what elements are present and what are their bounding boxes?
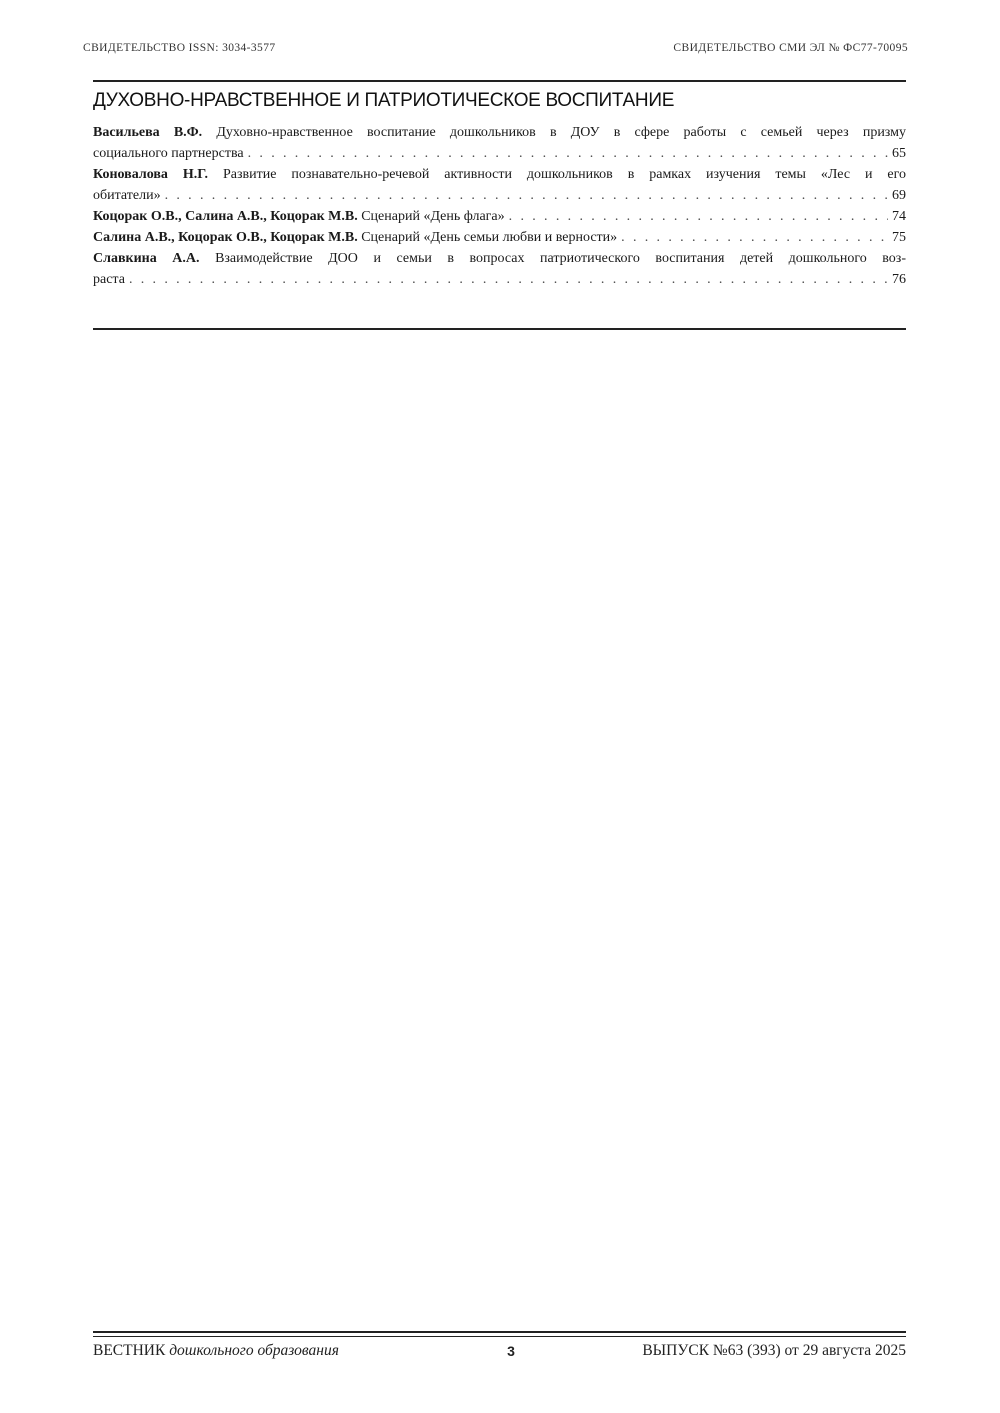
section-title: ДУХОВНО-НРАВСТВЕННОЕ И ПАТРИОТИЧЕСКОЕ ВОСПИТАНИЕ: [93, 90, 675, 111]
toc-entry-first-line: [93, 122, 906, 143]
section-end-divider: [93, 328, 906, 330]
toc-entry-title: Развитие познавательно-речевой активности дошкольников в рамках изучения темы «Лес и его: [222, 167, 906, 182]
toc-entry-text: [93, 206, 505, 227]
dot-leader: [165, 185, 888, 206]
header-media-certificate: СВИДЕТЕЛЬСТВО СМИ ЭЛ № ФС77-70095: [673, 42, 908, 54]
toc-entry-last-line: [93, 143, 906, 164]
toc-entry-title-continued: раста: [93, 272, 125, 287]
dot-leader: [129, 269, 888, 290]
toc-entry-authors: Коновалова Н.Г.: [93, 167, 209, 182]
toc-entry[interactable]: [93, 122, 906, 164]
toc-entry-title: Взаимодействие ДОО и семьи в вопросах патриотического воспитания детей дошкольного воз-: [215, 251, 906, 266]
toc-entry-first-line: [93, 164, 906, 185]
footer-journal-subtitle: дошкольного образования: [169, 1342, 339, 1359]
toc-entry-authors: Салина А.В., Коцорак О.В., Коцорак М.В.: [93, 230, 358, 245]
toc-entry-line: [93, 227, 906, 248]
toc-entry-title-continued: обитатели»: [93, 188, 161, 203]
toc-entry[interactable]: [93, 248, 906, 290]
toc-entry[interactable]: [93, 227, 906, 248]
toc-entry-page: 76: [892, 272, 906, 287]
toc-entry-page: 65: [892, 146, 906, 161]
toc-entry-line: [93, 206, 906, 227]
toc-entry-title: Сценарий «День флага»: [361, 209, 505, 224]
table-of-contents: [93, 122, 906, 290]
toc-entry-title: Духовно-нравственное воспитание дошкольников в ДОУ в сфере работы с семьей через призму: [216, 125, 906, 140]
page-number: 3: [507, 1343, 515, 1359]
toc-entry-last-line: [93, 269, 906, 290]
dot-leader: [248, 143, 888, 164]
dot-leader: [621, 227, 888, 248]
footer-journal-title: [93, 1342, 339, 1360]
toc-entry-title: Сценарий «День семьи любви и верности»: [361, 230, 618, 245]
toc-entry[interactable]: [93, 206, 906, 227]
dot-leader: [509, 206, 888, 227]
toc-entry-page: 74: [892, 209, 906, 224]
footer-journal-prefix: ВЕСТНИК: [93, 1342, 166, 1359]
toc-entry-authors: Славкина А.А.: [93, 251, 200, 266]
header-divider: [93, 80, 906, 82]
toc-entry-title-continued: социального партнерства: [93, 146, 244, 161]
footer-issue: ВЫПУСК №63 (393) от 29 августа 2025: [642, 1342, 906, 1359]
toc-entry[interactable]: [93, 164, 906, 206]
footer-divider-thin: [93, 1336, 906, 1337]
toc-entry-page: 75: [892, 230, 906, 245]
toc-entry-page: 69: [892, 188, 906, 203]
toc-entry-first-line: [93, 248, 906, 269]
toc-entry-text: [93, 227, 617, 248]
toc-entry-last-line: [93, 185, 906, 206]
toc-entry-authors: Коцорак О.В., Салина А.В., Коцорак М.В.: [93, 209, 358, 224]
toc-entry-authors: Васильева В.Ф.: [93, 125, 203, 140]
header-issn: СВИДЕТЕЛЬСТВО ISSN: 3034-3577: [83, 42, 276, 54]
footer-divider-thick: [93, 1331, 906, 1333]
